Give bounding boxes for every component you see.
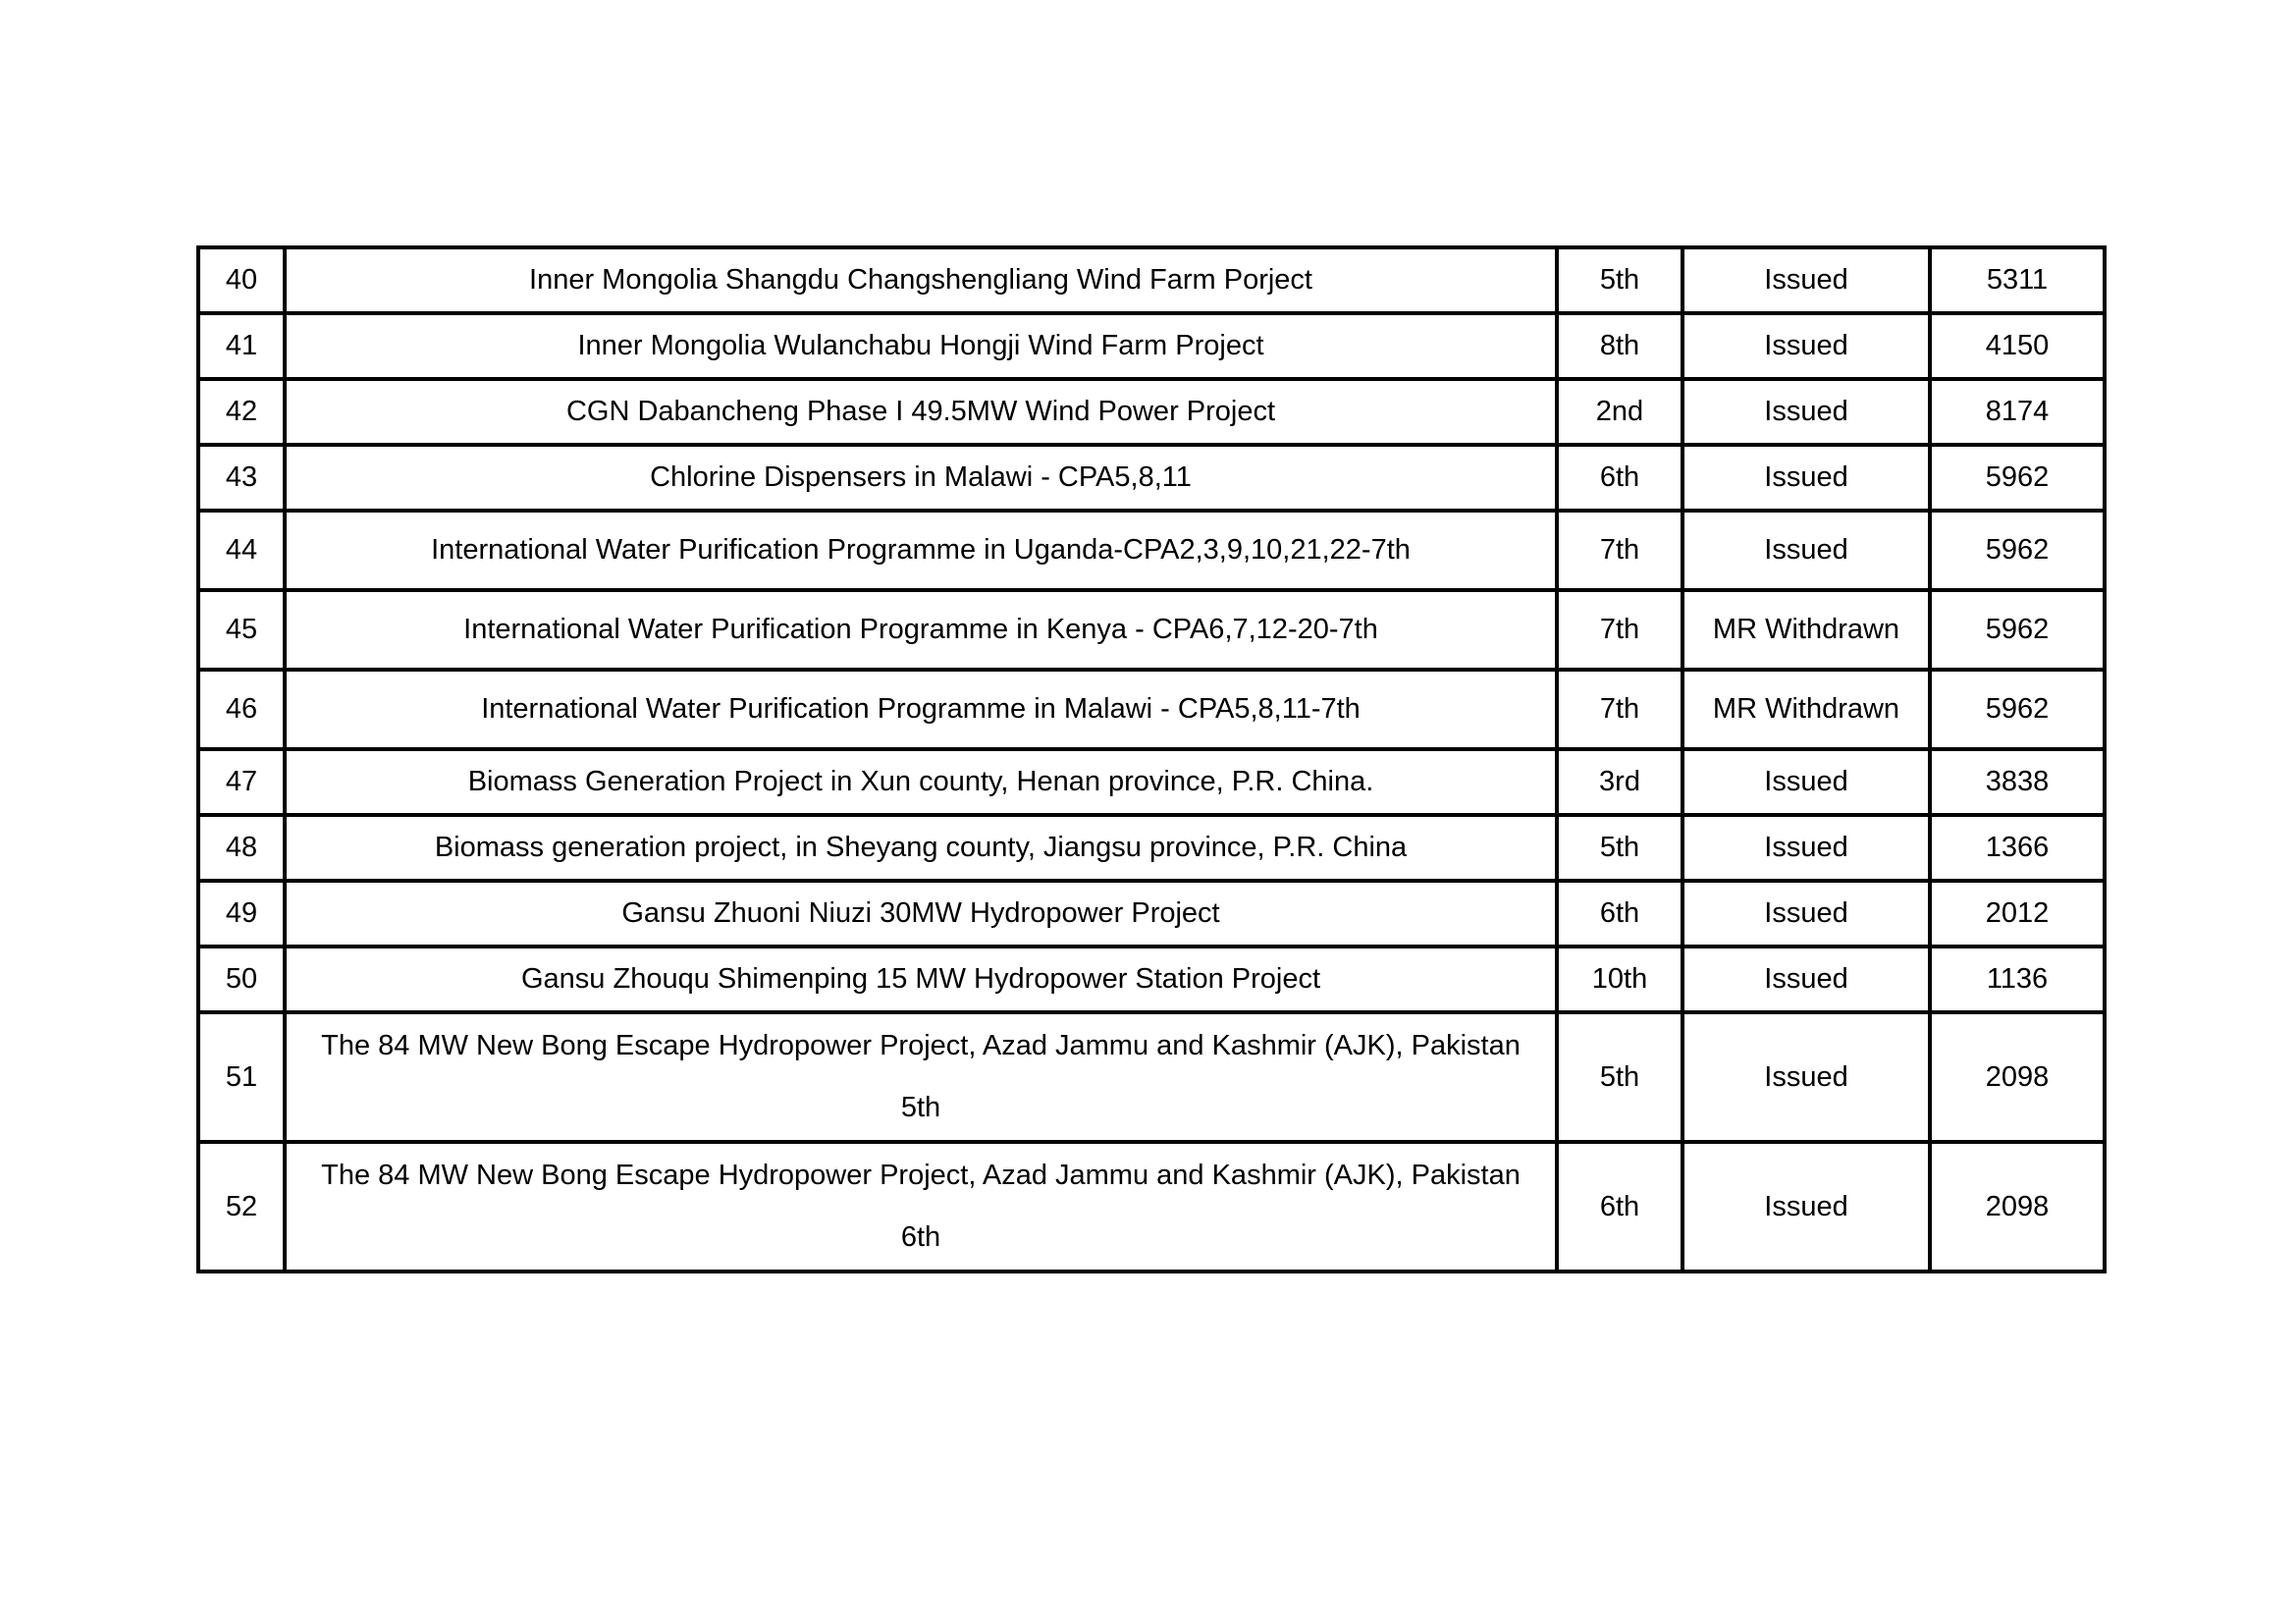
project-name-cell xyxy=(285,511,1557,590)
issuance-period-cell: 5th xyxy=(1557,815,1682,881)
project-name-text: The 84 MW New Bong Escape Hydropower Project, Azad Jammu and Kashmir (AJK), Pakistan xyxy=(321,1160,1521,1191)
project-id-cell: 8174 xyxy=(1930,379,2105,445)
project-name-cell xyxy=(285,379,1557,445)
status-cell: Issued xyxy=(1682,881,1930,947)
project-name-text: Gansu Zhuoni Niuzi 30MW Hydropower Project xyxy=(621,897,1220,929)
status-cell: Issued xyxy=(1682,313,1930,379)
project-name-text: Inner Mongolia Shangdu Changshengliang Wind Farm Porject xyxy=(529,264,1312,296)
project-name-text: International Water Purification Programme in Malawi - CPA5,8,11-7th xyxy=(481,693,1361,725)
row-number-cell: 42 xyxy=(198,379,285,445)
status-cell: MR Withdrawn xyxy=(1682,590,1930,670)
status-cell: Issued xyxy=(1682,379,1930,445)
project-name-line2: 6th xyxy=(900,1221,941,1253)
project-name-cell xyxy=(285,313,1557,379)
row-number-cell: 41 xyxy=(198,313,285,379)
status-cell: Issued xyxy=(1682,749,1930,815)
status-cell: Issued xyxy=(1682,247,1930,313)
project-id-cell: 3838 xyxy=(1930,749,2105,815)
project-id-cell: 1136 xyxy=(1930,947,2105,1012)
project-name-text: The 84 MW New Bong Escape Hydropower Project, Azad Jammu and Kashmir (AJK), Pakistan xyxy=(321,1030,1521,1061)
project-name-text: Biomass generation project, in Sheyang county, Jiangsu province, P.R. China xyxy=(434,832,1408,863)
issuance-period-cell: 6th xyxy=(1557,1142,1682,1272)
issuance-period-cell: 5th xyxy=(1557,247,1682,313)
issuance-period-cell: 3rd xyxy=(1557,749,1682,815)
project-id-cell: 2098 xyxy=(1930,1142,2105,1272)
status-cell: Issued xyxy=(1682,815,1930,881)
project-id-cell: 5962 xyxy=(1930,445,2105,511)
row-number-cell: 50 xyxy=(198,947,285,1012)
project-name-cell xyxy=(285,1012,1557,1142)
status-cell: Issued xyxy=(1682,1012,1930,1142)
project-name-cell xyxy=(285,247,1557,313)
project-name-cell xyxy=(285,947,1557,1012)
table-row xyxy=(198,445,2105,511)
project-name-cell xyxy=(285,749,1557,815)
table-row xyxy=(198,511,2105,590)
issuance-period-cell: 10th xyxy=(1557,947,1682,1012)
row-number-cell: 46 xyxy=(198,670,285,749)
project-name-text: International Water Purification Programme in Kenya - CPA6,7,12-20-7th xyxy=(463,614,1378,645)
row-number-cell: 45 xyxy=(198,590,285,670)
row-number-cell: 48 xyxy=(198,815,285,881)
project-name-line2: 5th xyxy=(900,1092,941,1123)
table-row xyxy=(198,1142,2105,1272)
row-number-cell: 44 xyxy=(198,511,285,590)
project-name-text: Biomass Generation Project in Xun county, Henan province, P.R. China. xyxy=(467,766,1374,797)
table-row xyxy=(198,590,2105,670)
table-row xyxy=(198,1012,2105,1142)
project-name-cell xyxy=(285,670,1557,749)
project-id-cell: 2012 xyxy=(1930,881,2105,947)
issuance-period-cell: 6th xyxy=(1557,881,1682,947)
project-id-cell: 5311 xyxy=(1930,247,2105,313)
project-id-cell: 2098 xyxy=(1930,1012,2105,1142)
table-row xyxy=(198,815,2105,881)
project-id-cell: 5962 xyxy=(1930,511,2105,590)
project-id-cell: 5962 xyxy=(1930,670,2105,749)
project-id-cell: 1366 xyxy=(1930,815,2105,881)
row-number-cell: 51 xyxy=(198,1012,285,1142)
table-row xyxy=(198,749,2105,815)
project-id-cell: 4150 xyxy=(1930,313,2105,379)
issuance-period-cell: 7th xyxy=(1557,670,1682,749)
project-name-text: Gansu Zhouqu Shimenping 15 MW Hydropower Station Project xyxy=(520,963,1321,995)
table-row xyxy=(198,313,2105,379)
row-number-cell: 43 xyxy=(198,445,285,511)
project-name-text: Inner Mongolia Wulanchabu Hongji Wind Farm Project xyxy=(577,330,1264,361)
table-row xyxy=(198,670,2105,749)
status-cell: Issued xyxy=(1682,1142,1930,1272)
table-row xyxy=(198,947,2105,1012)
status-cell: MR Withdrawn xyxy=(1682,670,1930,749)
project-name-cell xyxy=(285,815,1557,881)
project-name-text: International Water Purification Programme in Uganda-CPA2,3,9,10,21,22-7th xyxy=(431,534,1411,566)
row-number-cell: 49 xyxy=(198,881,285,947)
project-name-cell xyxy=(285,881,1557,947)
row-number-cell: 47 xyxy=(198,749,285,815)
table-row xyxy=(198,247,2105,313)
issuance-period-cell: 2nd xyxy=(1557,379,1682,445)
project-id-cell: 5962 xyxy=(1930,590,2105,670)
issuance-period-cell: 7th xyxy=(1557,590,1682,670)
issuance-period-cell: 7th xyxy=(1557,511,1682,590)
project-name-cell xyxy=(285,445,1557,511)
table-row xyxy=(198,881,2105,947)
row-number-cell: 52 xyxy=(198,1142,285,1272)
status-cell: Issued xyxy=(1682,511,1930,590)
issuance-period-cell: 6th xyxy=(1557,445,1682,511)
status-cell: Issued xyxy=(1682,445,1930,511)
row-number-cell: 40 xyxy=(198,247,285,313)
issuance-period-cell: 8th xyxy=(1557,313,1682,379)
status-cell: Issued xyxy=(1682,947,1930,1012)
project-name-text: Chlorine Dispensers in Malawi - CPA5,8,11 xyxy=(650,461,1192,493)
table-row xyxy=(198,379,2105,445)
project-name-cell xyxy=(285,590,1557,670)
project-name-cell xyxy=(285,1142,1557,1272)
issuance-period-cell: 5th xyxy=(1557,1012,1682,1142)
projects-table xyxy=(196,245,2107,1273)
project-name-text: CGN Dabancheng Phase I 49.5MW Wind Power Project xyxy=(565,396,1276,427)
